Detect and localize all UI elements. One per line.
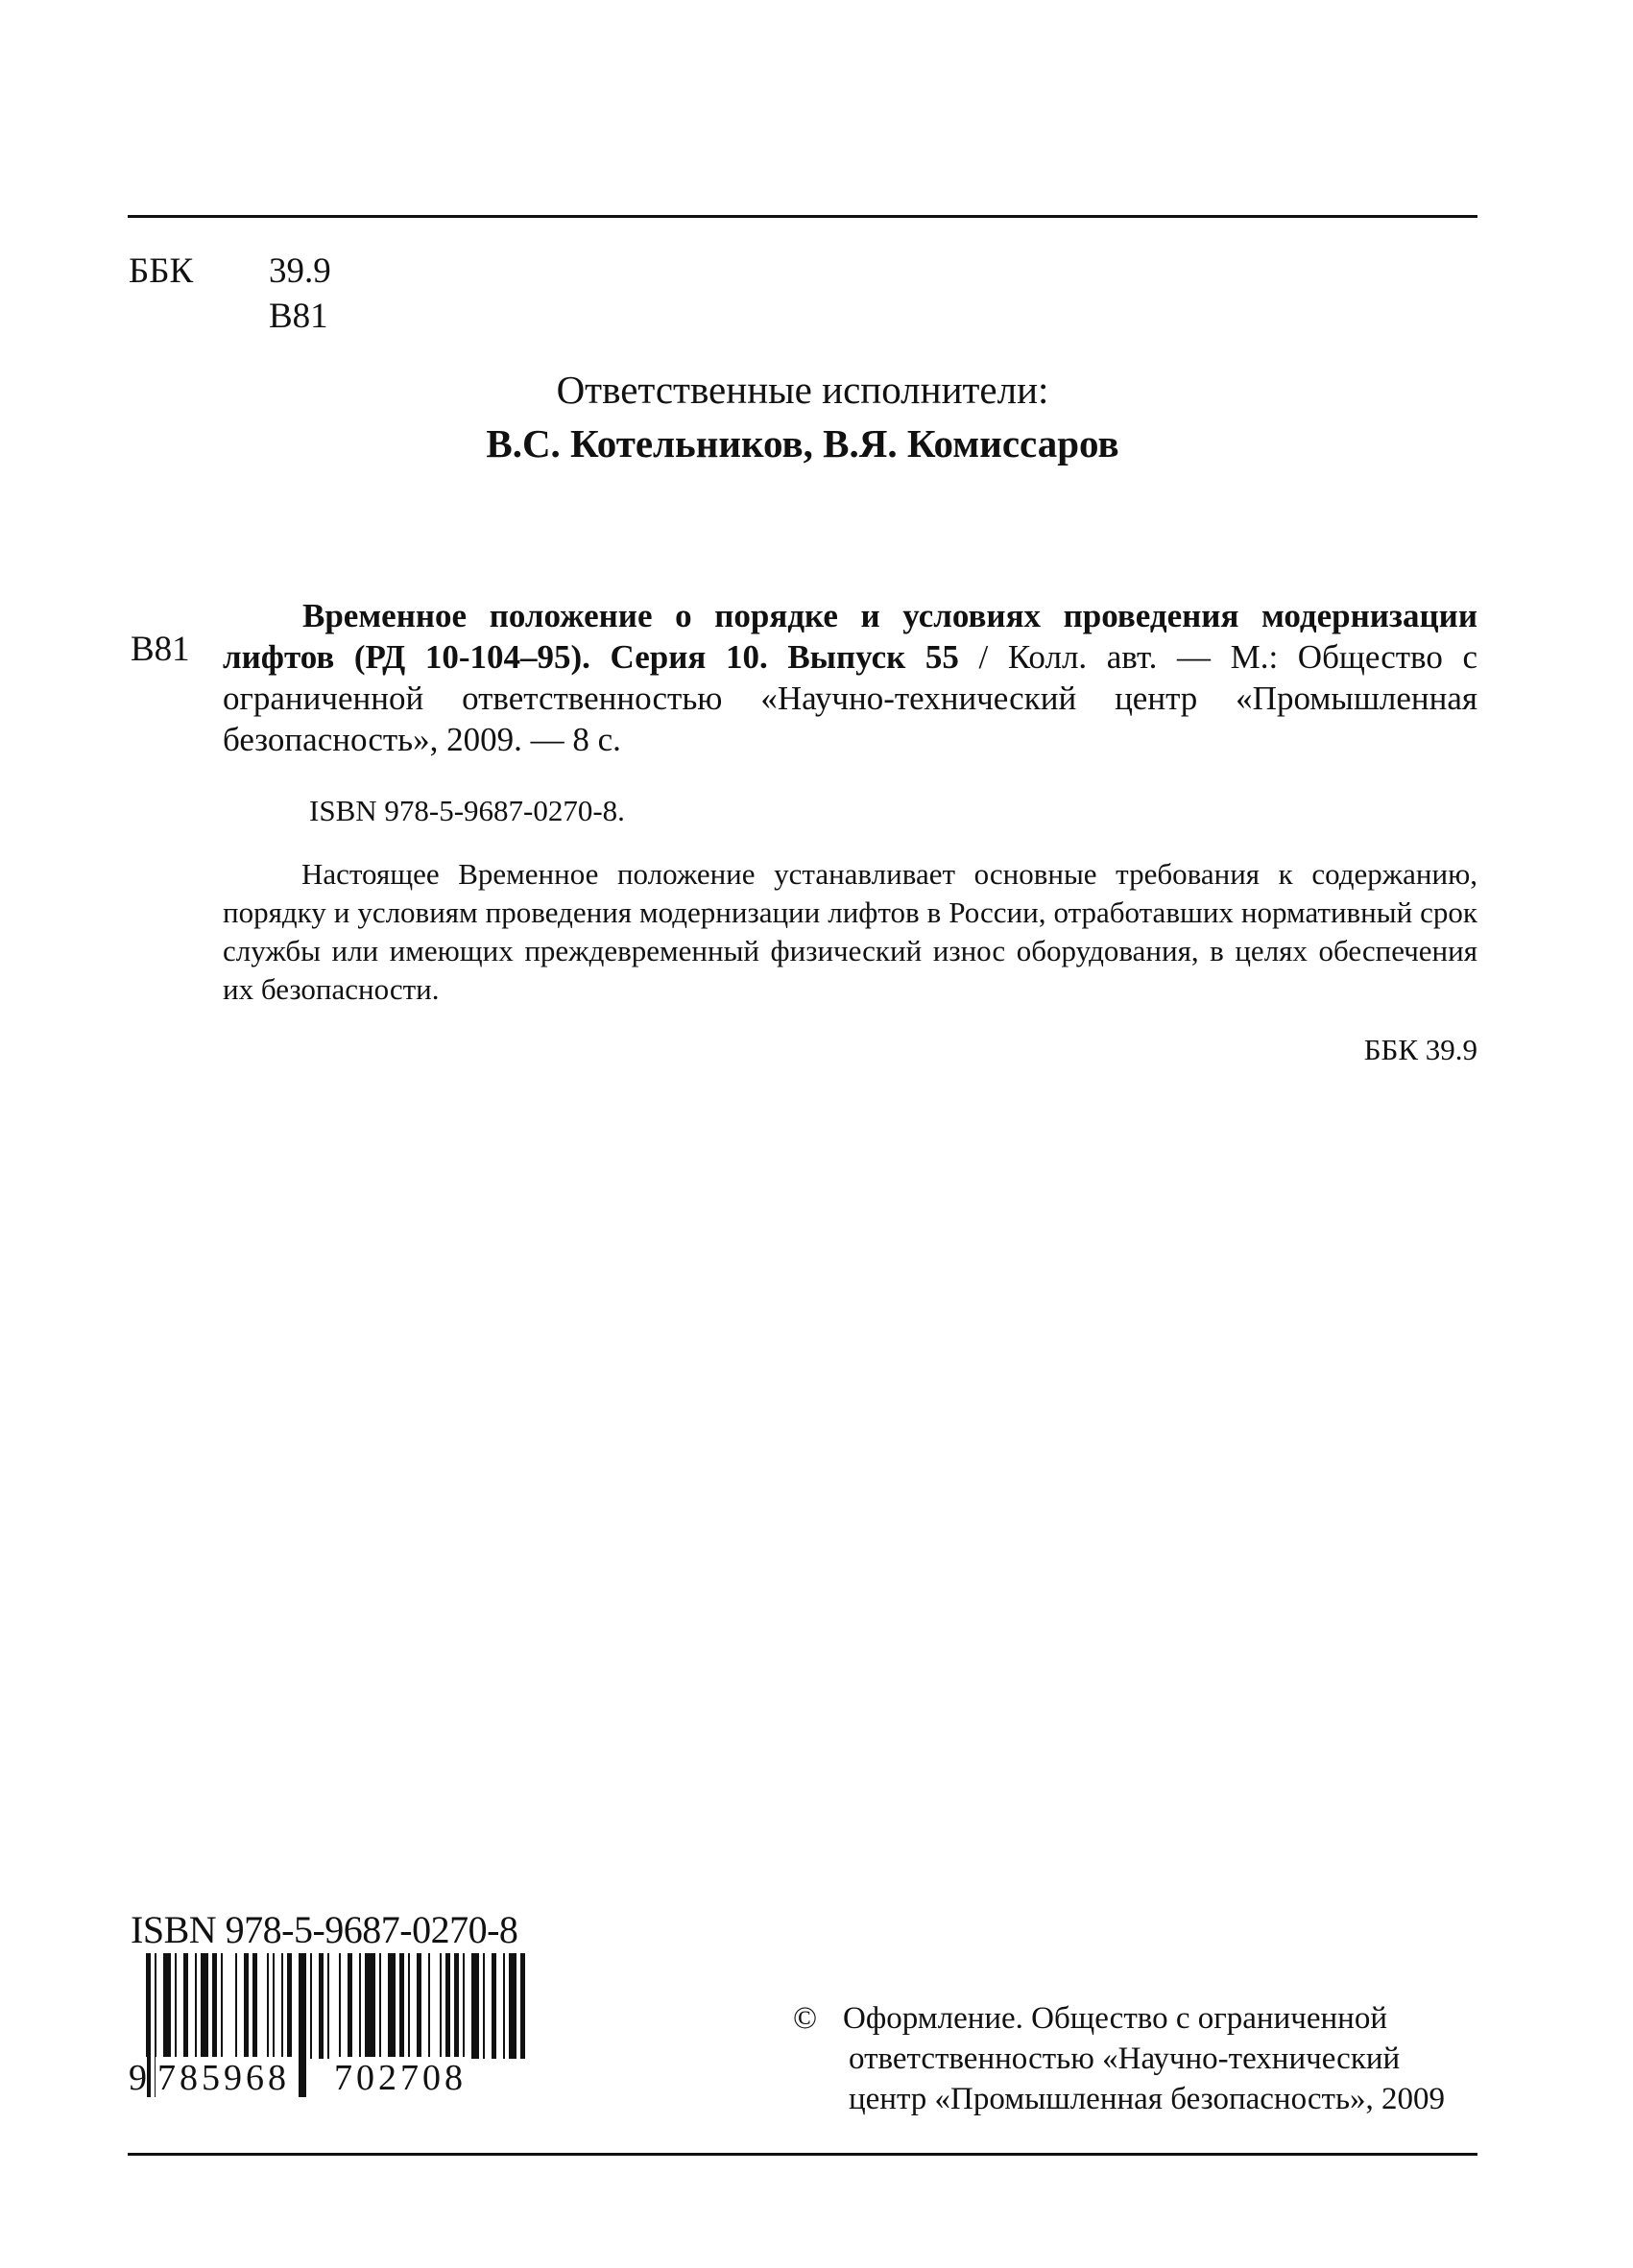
responsible-names: В.С. Котельников, В.Я. Комиссаров: [486, 421, 1119, 466]
responsible-block: [128, 363, 1477, 470]
barcode-bar: [339, 1953, 341, 2059]
barcode-bar: [212, 1953, 217, 2059]
bbk-label: ББК: [129, 251, 194, 291]
barcode-bar: [183, 1953, 188, 2059]
barcode-bar: [327, 1953, 329, 2059]
barcode-bar: [445, 1953, 450, 2059]
barcode-bar: [267, 1953, 269, 2059]
bottom-rule: [128, 2153, 1477, 2156]
entry-details: / Колл. авт. — М.: Общество с ограниченной ответственностью «Научно-технический центр «Промышленная безопасность», 2009. — 8 с.: [223, 638, 1477, 758]
barcode-bar: [163, 1953, 171, 2059]
responsible-heading: Ответственные исполнители:: [556, 368, 1049, 412]
barcode-digits-right: 702708: [334, 2058, 467, 2098]
barcode-bar: [509, 1953, 516, 2059]
barcode-bar: [195, 1953, 197, 2059]
barcode-digits-left: 785968: [157, 2058, 290, 2098]
copyright-block: [793, 1998, 1477, 2119]
barcode-bar: [175, 1953, 177, 2059]
bbk-index-right: ББК 39.9: [1363, 1033, 1477, 1066]
barcode-bar: [483, 1953, 485, 2059]
barcode-bar: [201, 1953, 208, 2059]
barcode-bar: [244, 1953, 249, 2059]
barcode-bar: [252, 1953, 257, 2059]
barcode-bar: [520, 1953, 525, 2059]
barcode-bar: [399, 1953, 404, 2059]
bibliographic-entry: [223, 595, 1477, 760]
barcode-bar: [365, 1953, 375, 2059]
barcode-bar: [503, 1953, 505, 2059]
barcode-bar: [273, 1953, 275, 2059]
bbk-code: 39.9: [269, 251, 331, 291]
barcode-bar: [379, 1953, 381, 2059]
copyright-symbol: ©: [793, 2001, 818, 2036]
barcode-bar: [440, 1953, 442, 2059]
barcode-bar: [359, 1953, 361, 2059]
copyright-line-2: ответственностью «Научно-технический: [849, 2041, 1401, 2076]
copyright-line-1: Оформление. Общество с ограниченной: [843, 2001, 1387, 2036]
barcode-bar: [471, 1953, 479, 2059]
top-rule: [128, 215, 1477, 218]
barcode-bar: [299, 1953, 306, 2097]
barcode-bar: [388, 1953, 396, 2059]
abstract: Настоящее Временное положение устанавливает основные требования к содержанию, порядку и условиям проведения модернизации лифтов в России, отработавших нормативный срок службы или имеющих преждевременный физический износ оборудования, в целях обеспечения их безопасности.: [223, 857, 1477, 1006]
barcode-digit-first: 9: [129, 2058, 147, 2098]
marginal-author-mark: В81: [131, 630, 190, 669]
barcode-bar: [221, 1953, 223, 2059]
barcode-bar: [310, 1953, 312, 2059]
barcode-bar: [492, 1953, 496, 2059]
barcode-bar: [319, 1953, 324, 2059]
isbn-line: ISBN 978-5-9687-0270-8.: [309, 794, 625, 827]
barcode-bar: [428, 1953, 430, 2059]
copyright-line-3: центр «Промышленная безопасность», 2009: [849, 2082, 1446, 2116]
barcode-bar: [417, 1953, 421, 2059]
entry-title: Временное положение о порядке и условиях проведения модернизации лифтов (РД 10-104–95). Серия 10. Выпуск 55: [223, 597, 1477, 676]
author-mark: В81: [269, 297, 328, 336]
barcode-bar: [348, 1953, 352, 2059]
isbn-barcode-caption: ISBN 978-5-9687-0270-8: [131, 1908, 518, 1951]
barcode-bar: [235, 1953, 237, 2059]
barcode-bar: [408, 1953, 410, 2059]
